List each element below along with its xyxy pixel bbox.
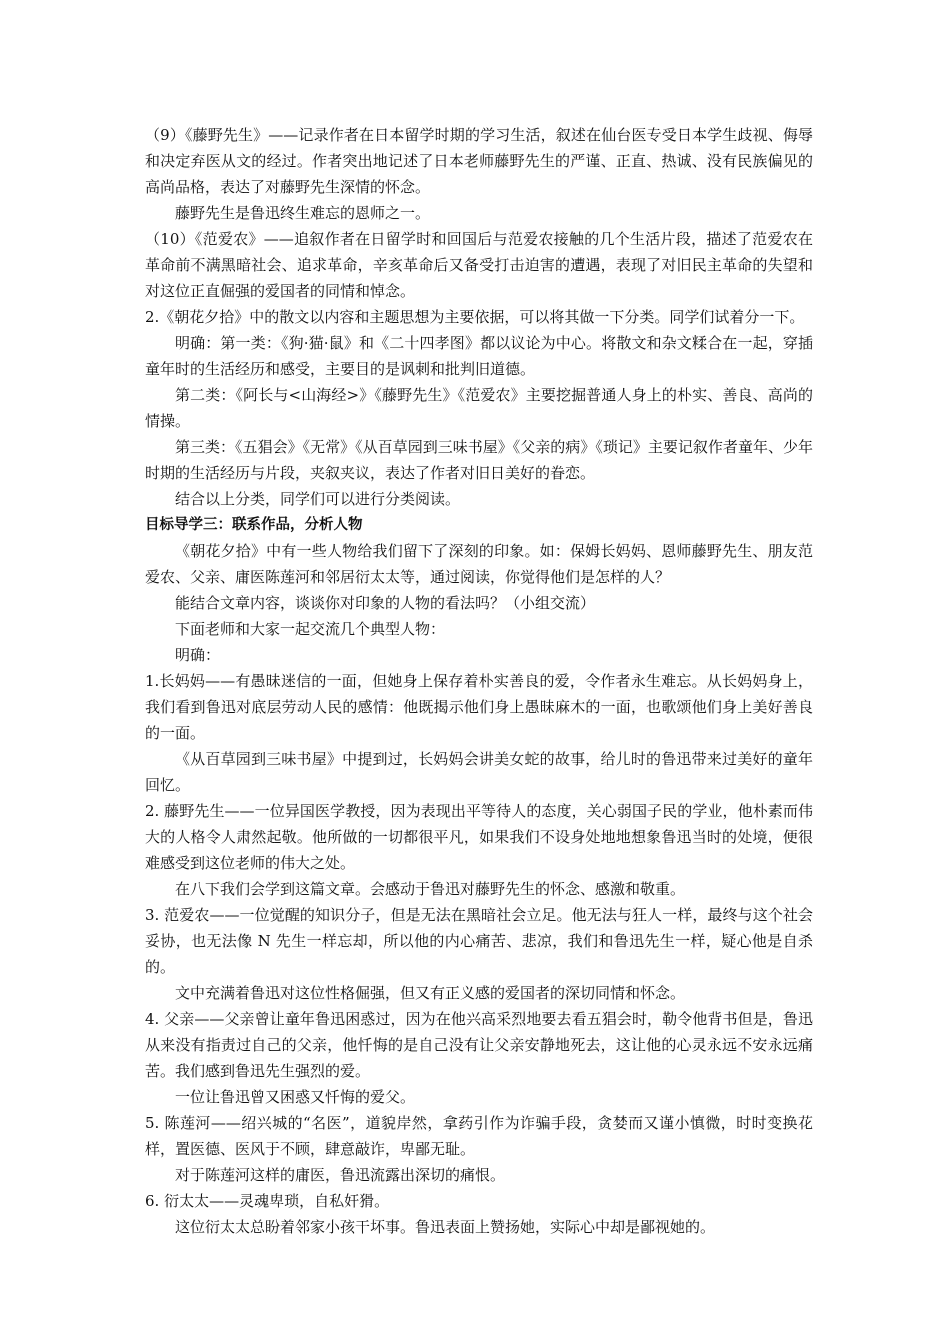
paragraph: 文中充满着鲁迅对这位性格倔强，但又有正义感的爱国者的深切同情和怀念。	[175, 984, 686, 1002]
paragraph: 明确：第一类：《狗·猫·鼠》和《二十四孝图》都以议论为中心。将散文和杂文糅合在一起，穿插童年时的生活经历和感受，主要目的是讽刺和批判旧道德。	[145, 334, 813, 378]
section-heading: 目标导学三：联系作品，分析人物	[145, 517, 363, 533]
paragraph: 对于陈莲河这样的庸医，鲁迅流露出深切的痛恨。	[175, 1166, 506, 1184]
paragraph: 结合以上分类，同学们可以进行分类阅读。	[175, 490, 461, 508]
paragraph: 1.长妈妈——有愚昧迷信的一面，但她身上保存着朴实善良的爱，令作者永生难忘。从长妈妈身上，我们看到鲁迅对底层劳动人民的感情：他既揭示他们身上愚昧麻木的一面，也歌颂他们身上美好善良的一面。	[145, 672, 813, 742]
paragraph: （9）《藤野先生》——记录作者在日本留学时期的学习生活，叙述在仙台医专受日本学生歧视、侮辱和决定弃医从文的经过。作者突出地记述了日本老师藤野先生的严谨、正直、热诚、没有民族偏见的高尚品格，表达了对藤野先生深情的怀念。	[145, 126, 813, 196]
paragraph: （10）《范爱农》——追叙作者在日留学时和回国后与范爱农接触的几个生活片段，描述了范爱农在革命前不满黑暗社会、追求革命，辛亥革命后又备受打击迫害的遭遇，表现了对旧民主革命的失望和对这位正直倔强的爱国者的同情和悼念。	[145, 230, 813, 300]
paragraph: 6. 衍太太——灵魂卑琐，自私奸猾。	[145, 1192, 390, 1210]
paragraph: 4. 父亲——父亲曾让童年鲁迅困惑过，因为在他兴高采烈地要去看五猖会时，勒令他背书但是，鲁迅从来没有指责过自己的父亲，他忏悔的是自己没有让父亲安静地死去，这让他的心灵永远不安永远痛苦。我们感到鲁迅先生强烈的爱。	[145, 1010, 813, 1080]
paragraph: 《从百草园到三味书屋》中提到过，长妈妈会讲美女蛇的故事，给儿时的鲁迅带来过美好的童年回忆。	[145, 750, 813, 794]
paragraph: 藤野先生是鲁迅终生难忘的恩师之一。	[175, 204, 431, 222]
paragraph: 能结合文章内容，谈谈你对印象的人物的看法吗？（小组交流）	[175, 594, 596, 612]
paragraph: 《朝花夕拾》中有一些人物给我们留下了深刻的印象。如：保姆长妈妈、恩师藤野先生、朋友范爱农、父亲、庸医陈莲河和邻居衍太太等，通过阅读，你觉得他们是怎样的人？	[145, 542, 813, 586]
paragraph: 明确：	[175, 646, 221, 664]
document-body	[145, 122, 813, 1240]
paragraph: 第三类：《五猖会》《无常》《从百草园到三味书屋》《父亲的病》《琐记》主要记叙作者童年、少年时期的生活经历与片段，夹叙夹议，表达了作者对旧日美好的眷恋。	[145, 438, 813, 482]
paragraph: 下面老师和大家一起交流几个典型人物：	[175, 620, 446, 638]
paragraph: 在八下我们会学到这篇文章。会感动于鲁迅对藤野先生的怀念、感激和敬重。	[175, 880, 686, 898]
paragraph: 3. 范爱农——一位觉醒的知识分子，但是无法在黑暗社会立足。他无法与狂人一样，最终与这个社会妥协，也无法像 N 先生一样忘却，所以他的内心痛苦、悲凉，我们和鲁迅先生一样，疑心他是自杀的。	[145, 906, 813, 976]
paragraph: 一位让鲁迅曾又困惑又忏悔的爱父。	[175, 1088, 416, 1106]
paragraph: 这位衍太太总盼着邻家小孩干坏事。鲁迅表面上赞扬她，实际心中却是鄙视她的。	[175, 1218, 716, 1236]
paragraph: 5. 陈莲河——绍兴城的“名医”，道貌岸然，拿药引作为诈骗手段，贪婪而又谨小慎微，时时变换花样，置医德、医风于不顾，肆意敲诈，卑鄙无耻。	[145, 1114, 813, 1158]
paragraph: 2. 藤野先生——一位异国医学教授，因为表现出平等待人的态度，关心弱国子民的学业，他朴素而伟大的人格令人肃然起敬。他所做的一切都很平凡，如果我们不设身处地地想象鲁迅当时的处境，便很难感受到这位老师的伟大之处。	[145, 802, 813, 872]
paragraph: 2.《朝花夕拾》中的散文以内容和主题思想为主要依据，可以将其做一下分类。同学们试着分一下。	[145, 308, 805, 326]
paragraph: 第二类：《阿长与<山海经>》《藤野先生》《范爱农》主要挖掘普通人身上的朴实、善良、高尚的情操。	[145, 386, 813, 430]
